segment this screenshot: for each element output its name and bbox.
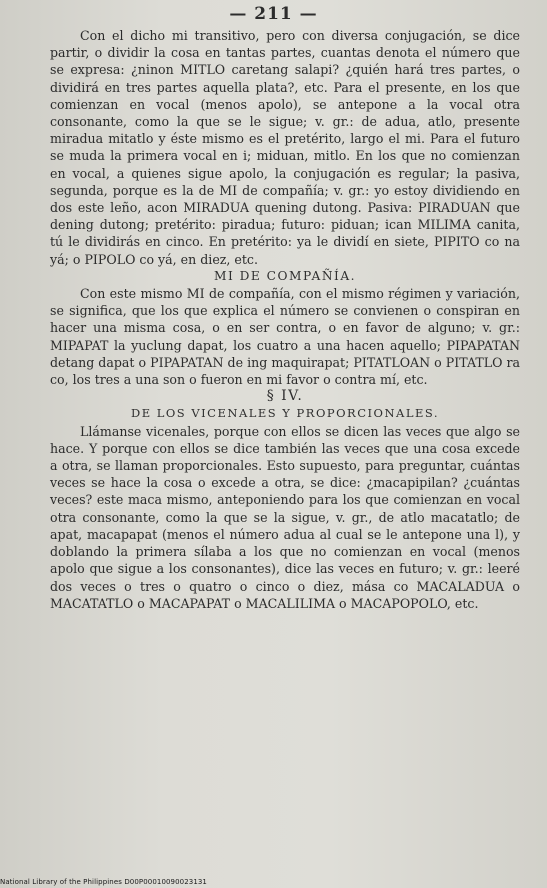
heading-vicenales: DE LOS VICENALES Y PROPORCIONALES. — [130, 406, 440, 421]
page-body — [50, 27, 520, 612]
library-footer: National Library of the Philippines D00P00010090023131 — [0, 878, 207, 886]
paragraph-mi-de-compania: Con este mismo MI de compañía, con el mismo régimen y variación, se significa, que los que explica el número se convienen o conspiran en hacer una misma cosa, o en ser contra, o en favor de alguno; v. gr.: MIPAPAT la yuclung dapat, los cuatro a una hacen aquello; PIPAPATAN detang dapat o PIPAPATAN de ing maquirapat; PITATLOAN o PITATLO ra co, los tres a una son o fueron en mi favor o contra mí, etc. — [50, 286, 520, 388]
section-number: § IV. — [266, 388, 304, 405]
heading-mi-de-compania: MI DE COMPAÑÍA. — [213, 268, 357, 283]
paragraph-vicenales: Llámanse vicenales, porque con ellos se dicen las veces que algo se hace. Y porque con ellos se dice también las veces que una cosa excede a otra, se llaman proporcionales. Esto supuesto, para preguntar, cuántas veces se hace la cosa o excede a otra, se dice: ¿macapipilan? ¿cuántas veces? este maca mismo, anteponiendo para los que comienzan en vocal otra consonante, como la que se la sigue, v. gr., de atlo macatatlo; de apat, macapapat (menos el número adua al cual se le antepone una l), y doblando la primera sílaba a los que no comienzan en vocal (menos apolo que sigue a los consonantes), dice las veces en futuro; v. gr.: leeré dos veces o tres o quatro o cinco o diez, mása co MACALADUA o MACATATLO o MACAPAPAT o MACALILIMA o MACAPOPOLO, etc. — [50, 423, 520, 611]
paragraph-mi-transitivo: Con el dicho mi transitivo, pero con diversa conjugación, se dice partir, o dividir la cosa en tantas partes, cuantas denota el número que se expresa: ¿ninon MITLO caretang salapi? ¿quién hará tres partes, o dividirá en tres partes aquella plata?, etc. Para el presente, en los que comienzan en vocal (menos apolo), se antepone a la vocal otra consonante, como la que se le sigue; v. gr.: de adua, atlo, presente miradua mitatlo y éste mismo es el pretérito, largo el mi. Para el futuro se muda la primera vocal en i; miduan, mitlo. En los que no comienzan en vocal, a quienes sigue apolo, la conjugación es regular; la pasiva, segunda, porque es la de MI de compañía; v. gr.: yo estoy dividiendo en dos este leño, acon MIRADUA quening dutong. Pasiva: PIRADUAN que dening dutong; pretérito: piradua; futuro: piduan; ican MILIMA canita, tú le dividirás en cinco. En pretérito: ya le dividí en siete, PIPITO co na yá; o PIPOLO co yá, en diez, etc. — [50, 28, 520, 267]
page-number: — 211 — — [229, 4, 318, 24]
